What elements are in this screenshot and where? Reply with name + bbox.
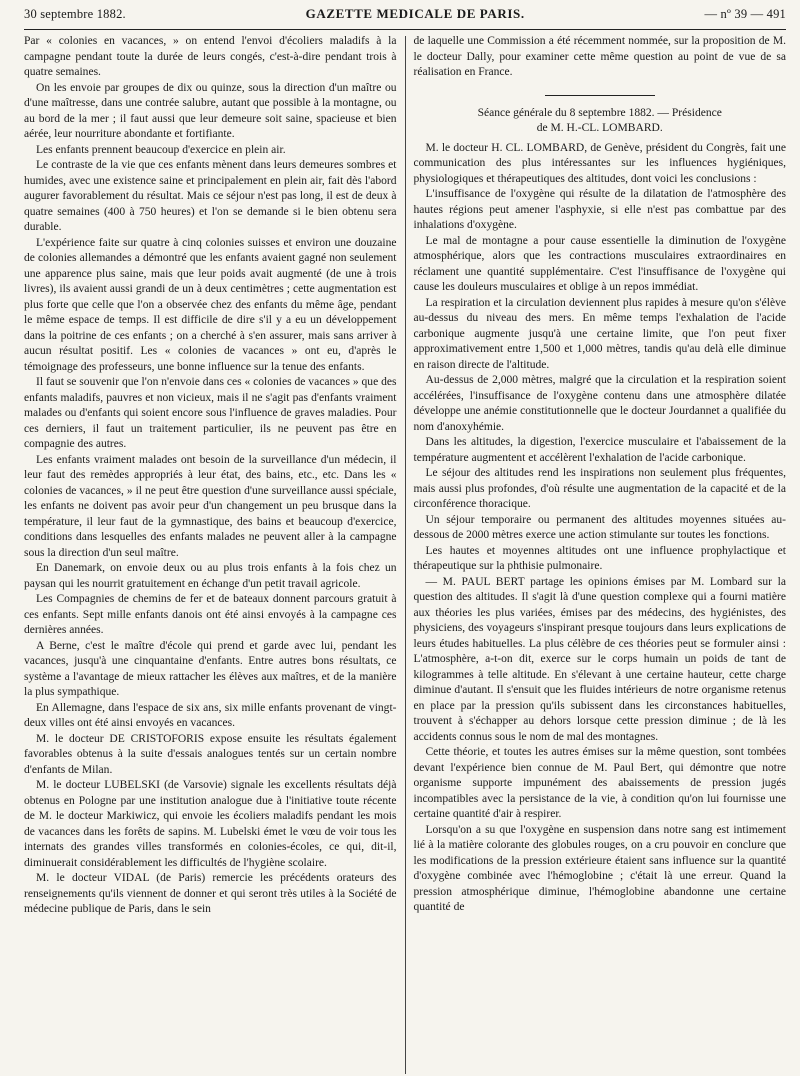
paragraph: La respiration et la circulation deviennent plus rapides à mesure qu'on s'élève au-dessus du niveau des mers. En même temps l'exhalation de l'acide carbonique augmente jusqu'à une certaine limite, que l'on peut fixer approximativement entre 1,500 et 1,000 mètres, tandis qu'au delà elle diminue en raison directe de l'altitude. (413, 296, 786, 371)
paragraph: Cette théorie, et toutes les autres émises sur la même question, sont tombées devant l'expérience bien connue de M. Paul Bert, qui démontre que notre organisme supporte impunément des abaissements de pression jugés incompatibles avec la persistance de la vie, à condition qu'on lui fournisse une certaine quantité d'air à respirer. (413, 746, 786, 820)
paragraph: Par « colonies en vacances, » on entend l'envoi d'écoliers maladifs à la campagne pendant toute la durée de leurs congés, c'est-à-dire pendant trois à quatre semaines. (24, 35, 397, 78)
seance-line-2: de M. H.-CL. LOMBARD. (536, 122, 663, 134)
page-number: — nº 39 — 491 (704, 7, 786, 21)
paragraph: M. le docteur H. CL. LOMBARD, de Genève, président du Congrès, fait une communication des plus intéressantes sur les influences hygiéniques, physiologiques et thérapeutiques des altitudes, dont voici les conclusions : (413, 141, 786, 185)
paragraph: Les enfants prennent beaucoup d'exercice en plein air. (36, 143, 286, 156)
paragraph: M. le docteur LUBELSKI (de Varsovie) signale les excellents résultats déjà obtenus en Pologne par une institution analogue due à l'initiative toute récente de M. le docteur Markiwicz, qui envoie les écoliers maladifs pendant les mois de vacances dans les forêts de sapins. M. Lubelski émet le vœu de voir tous les internats des grandes villes transformés en colonies-écoles, ce qui, dit-il, diminuerait considérablement les difficultés de l'hygiène scolaire. (24, 779, 397, 869)
paragraph: L'insuffisance de l'oxygène qui résulte de la dilatation de l'atmosphère des hautes régions peut amener l'asphyxie, si elle n'est pas combattue par des inhalations d'oxygène. (413, 188, 786, 231)
header-rule (24, 29, 786, 30)
right-column (405, 34, 786, 1074)
paragraph: M. le docteur VIDAL (de Paris) remercie les précédents orateurs des renseignements qu'ils viennent de donner et qui seront très utiles à la Société de médecine publique de Paris, dans le sein (24, 872, 397, 915)
paragraph: L'expérience faite sur quatre à cinq colonies suisses et environ une douzaine de colonies allemandes a démontré que les enfants avaient gagné non seulement une apparence plus saine, mais que leur poids avait augmenté (de une à trois livres), ils avaient aussi grandi de un à deux centimètres ; cette augmentation est plus forte que celle que l'on a observée chez des enfants du même âge, pendant le même espace de temps. Il est difficile de dire s'il y a eu un développement dans la poitrine de ces enfants ; on a cherché à s'en assurer, mais sans arriver à aucun résultat positif. Les « colonies de vacances » ont eu, d'après le témoignage des professeurs, une bonne influence sur la tenue des enfants. (24, 236, 397, 373)
paragraph: Le mal de montagne a pour cause essentielle la diminution de l'oxygène atmosphérique, alors que les contractions musculaires extraordinaires en réclament une quantité supplémentaire. C'est l'insuffisance de l'oxygène qui cause les douleurs musculaires et oblige à un repos immédiat. (413, 234, 786, 293)
paragraph: Le séjour des altitudes rend les inspirations non seulement plus fréquentes, mais aussi plus profondes, d'où résulte une augmentation de la capacité et de la circonférence thoracique. (413, 467, 786, 510)
seance-line-1: Séance générale du 8 septembre 1882. — Présidence (477, 106, 722, 119)
page-header (24, 6, 786, 26)
text-columns (24, 34, 786, 1074)
paragraph: Il faut se souvenir que l'on n'envoie dans ces « colonies de vacances » que des enfants maladifs, pauvres et non vicieux, mais il ne s'agit pas d'enfants vraiment malades ou d'enfants qui soient encore sous l'influence de graves maladies. Pour ces derniers, il faut un traitement particulier, ils ne peuvent pas être en compagnie des autres. (24, 376, 397, 450)
paragraph: Les hautes et moyennes altitudes ont une influence prophylactique et thérapeutique sur la phthisie pulmonaire. (413, 544, 786, 572)
paragraph: Les enfants vraiment malades ont besoin de la surveillance d'un médecin, il leur faut des remèdes appropriés à leur état, des bains, etc., etc. Dans les « colonies de vacances, » il ne peut être question d'une surveillance aussi spéciale, les enfants ne doivent pas avoir peur d'un changement un peu brusque dans la température, il leur faut de la gymnastique, des bains et beaucoup d'exercice, conditions dans lesquelles des enfants malades ne peuvent aller à la campagne sous la direction d'un seul maître. (24, 453, 397, 559)
paragraph: — M. PAUL BERT partage les opinions émises par M. Lombard sur la question des altitudes. Il s'agit là d'une question complexe qui a fourni matière aux théories les plus variées, émises par des médecins, des hygiénistes, des physiciens, des voyageurs s'inspirant presque toujours dans leurs explications de leurs études habituelles. La plus célèbre de ces théories peut se formuler ainsi : L'atmosphère, a-t-on dit, exerce sur le corps humain un poids de tant de kilogrammes à telle altitude. En s'élevant à une certaine hauteur, cette charge diminue d'autant. Il s'ensuit que les fluides intérieurs de notre organisme retenus en place par la pression qu'ils subissent dans les circonstances habituelles, trouvent à s'échapper au dehors lorsque cette pression diminue ; de là les accidents connus sous le nom de mal des montagnes. (413, 575, 786, 743)
journal-title: GAZETTE MEDICALE DE PARIS. (305, 6, 525, 21)
paragraph: Lorsqu'on a su que l'oxygène en suspension dans notre sang est intimement lié à la matière colorante des globules rouges, on a cru pouvoir en conclure que les modifications de la pression extérieure étaient sans influence sur la quantité d'oxygène combinée avec l'hémoglobine ; c'était là une erreur. Quand la pression atmosphérique diminue, l'hémoglobine abandonne une certaine quantité de (413, 823, 786, 913)
paragraph: Les Compagnies de chemins de fer et de bateaux donnent parcours gratuit à ces enfants. Sept mille enfants danois ont été ainsi envoyés à la campagne ces dernières années. (24, 593, 397, 636)
paragraph: Un séjour temporaire ou permanent des altitudes moyennes situées au-dessous de 2000 mètres exerce une action stimulante sur toutes les fonctions. (413, 513, 786, 541)
seance-heading (413, 106, 786, 137)
paragraph: En Danemark, on envoie deux ou au plus trois enfants à la fois chez un paysan qui les nourrit gratuitement en échange d'un petit travail agricole. (24, 562, 397, 590)
paragraph: En Allemagne, dans l'espace de six ans, six mille enfants provenant de vingt-deux villes ont été ainsi envoyés en vacances. (24, 701, 397, 729)
paragraph: Dans les altitudes, la digestion, l'exercice musculaire et l'abaissement de la température augmentent et accélèrent l'exhalation de l'acide carbonique. (413, 436, 786, 464)
section-rule (545, 95, 655, 96)
paragraph: M. le docteur DE CRISTOFORIS expose ensuite les résultats également favorables obtenus à la suite d'essais analogues tentés sur un certain nombre d'enfants de Milan. (24, 732, 397, 776)
paragraph: On les envoie par groupes de dix ou quinze, sous la direction d'un maître ou d'une maîtresse, dans une contrée salubre, autant que possible à la montagne, ou au bord de la mer ; il faut aussi que leur demeure soit saine, spacieuse et bien aérée, leur nourriture abondante et fortifiante. (24, 81, 397, 140)
left-column (24, 34, 405, 1074)
paragraph: Le contraste de la vie que ces enfants mènent dans leurs demeures sombres et humides, avec une existence saine et principalement en plein air, fait dès l'abord augurer favorablement du résultat. Mais ce séjour n'est pas long, il est de deux à quatre semaines (400 à 750 heures) et l'on se demande si le bien obtenu sera durable. (24, 159, 397, 233)
paragraph: A Berne, c'est le maître d'école qui prend et garde avec lui, pendant les vacances, jusqu'à une cinquantaine d'enfants. Entre autres bons résultats, ce système a l'avantage de mieux rattacher les élèves aux maîtres, et de la manière la plus sympathique. (24, 639, 397, 698)
header-date: 30 septembre 1882. (24, 7, 126, 21)
paragraph: Au-dessus de 2,000 mètres, malgré que la circulation et la respiration soient accélérées, l'insuffisance de l'oxygène contenu dans une atmosphère dilatée développe une anémie constitutionnelle que le docteur Jourdannet a qualifiée du nom d'anoxyhémie. (413, 374, 786, 433)
paragraph: de laquelle une Commission a été récemment nommée, sur la proposition de M. le docteur Dally, pour examiner cette même question au point de vue de sa réalisation en France. (413, 35, 786, 78)
